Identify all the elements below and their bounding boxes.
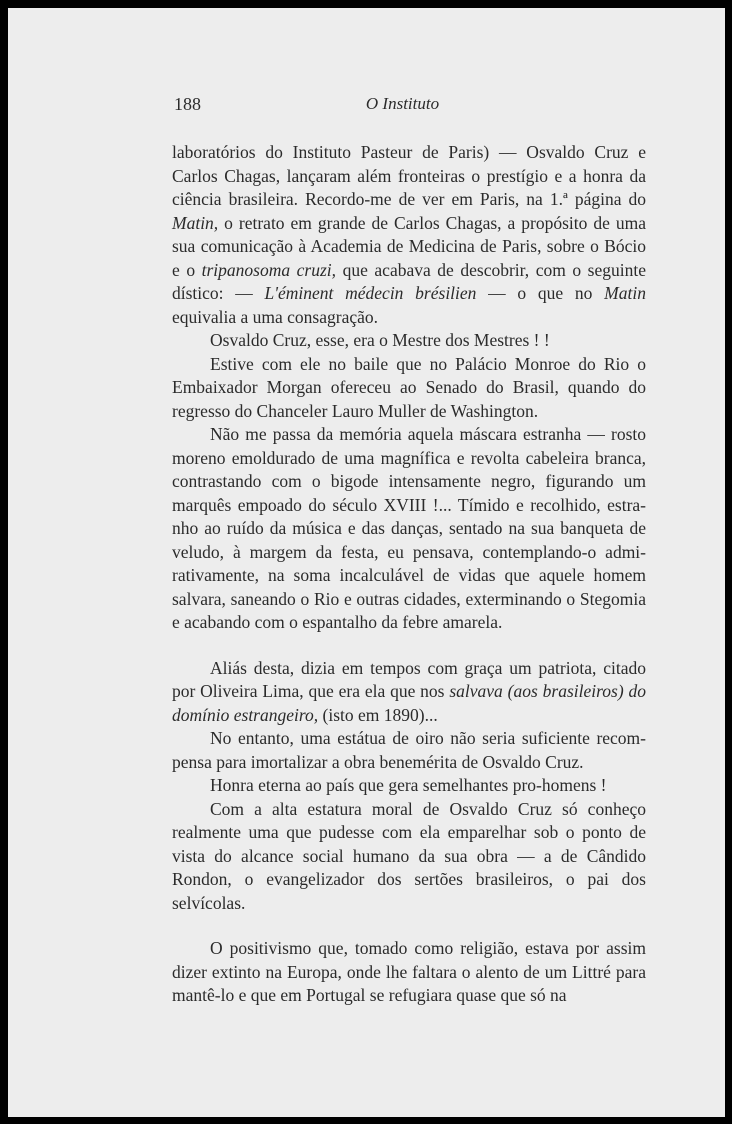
text-run: equivalia a uma consagração. <box>172 306 379 327</box>
italic-text: Matin, <box>172 212 219 233</box>
text-run: O positivismo que, tomado como religião, estava por assim dizer extinto na Europa, onde lhe faltara o alento de um Littré para mantê-lo e que em Portugal se refugiara quase que só na <box>172 938 646 1005</box>
text-run: (isto em 1890)... <box>318 704 438 725</box>
text-run: Aliás desta, dizia em tempos com graça um patriota, citado por Oliveira Lima, que era ela que nos <box>172 657 646 701</box>
paragraph <box>172 329 646 353</box>
paragraph <box>172 727 646 774</box>
page-body <box>172 141 646 1008</box>
running-title: O Instituto <box>365 94 440 113</box>
text-run: No entanto, uma estátua de oiro não seria suficiente recompensa para imortalizar a obra benemérita de Osvaldo Cruz. <box>172 728 646 772</box>
paragraph <box>172 423 646 635</box>
text-run: — o que no <box>476 283 605 303</box>
page-number: 188 <box>174 94 201 114</box>
text-run: laboratórios do Instituto Pasteur de Paris) — Osvaldo Cruz e Carlos Chagas, lançaram além fronteiras o prestígio e a honra da ciência brasileira. Recordo-me de ver em Paris, na 1.ª página do <box>172 142 646 209</box>
text-run: Com a alta estatura moral de Osvaldo Cruz só conheço realmente uma que pudesse com ela emparelhar sob o ponto de vista do alcance social humano da sua obra — a de Cândido Rondon, o evangelizador dos sertões brasileiros, o pai dos selvícolas. <box>172 798 646 913</box>
paragraph <box>172 798 646 916</box>
italic-text: L'éminent médecin brésilien <box>264 283 477 303</box>
paragraph <box>172 141 646 329</box>
paragraph <box>172 774 646 798</box>
paragraph <box>172 353 646 424</box>
italic-text: Matin <box>604 283 646 303</box>
text-run: Osvaldo Cruz, esse, era o Mestre dos Mestres ! ! <box>210 330 550 350</box>
paragraph <box>172 657 646 728</box>
section-gap <box>172 635 646 657</box>
section-gap <box>172 915 646 937</box>
text-run: Estive com ele no baile que no Palácio Monroe do Rio o Embaixador Morgan ofereceu ao Senado do Brasil, quando do regresso do Chanceler Lauro Muller de Washington. <box>172 353 646 421</box>
text-run: Não me passa da memória aquela máscara estranha — rosto moreno emoldurado de uma magnífica e revolta cabeleira branca, contrastando com o bigode intensamente negro, figurando um marquês empoado do século XVIII !... Tímido e recolhido, estranho ao ruído da música e das danças, sentado na sua banqueta de veludo, à margem da festa, eu pensava, contemplando-o admirativamente, na soma incalculável de vidas que aquele homem salvara, saneando o Rio e outras cidades, exterminando o Stegomia e acabando com o espantalho da febre amarela. <box>172 424 646 632</box>
paragraph <box>172 937 646 1008</box>
book-page <box>8 8 725 1117</box>
text-run: o retrato em grande de Carlos Chagas, a propósito de uma sua comunicação à Academia de Medicina de Paris, sobre o Bócio e o <box>172 212 646 280</box>
italic-text: salvava (aos brasileiros) do domínio estrangeiro, <box>172 681 646 725</box>
page-header <box>174 94 631 118</box>
text-run: que acabava de descobrir, com o seguinte dístico: — <box>172 259 647 303</box>
text-run: Honra eterna ao país que gera semelhantes pro-homens ! <box>210 775 607 795</box>
italic-text: tripanosoma cruzi, <box>201 259 337 280</box>
